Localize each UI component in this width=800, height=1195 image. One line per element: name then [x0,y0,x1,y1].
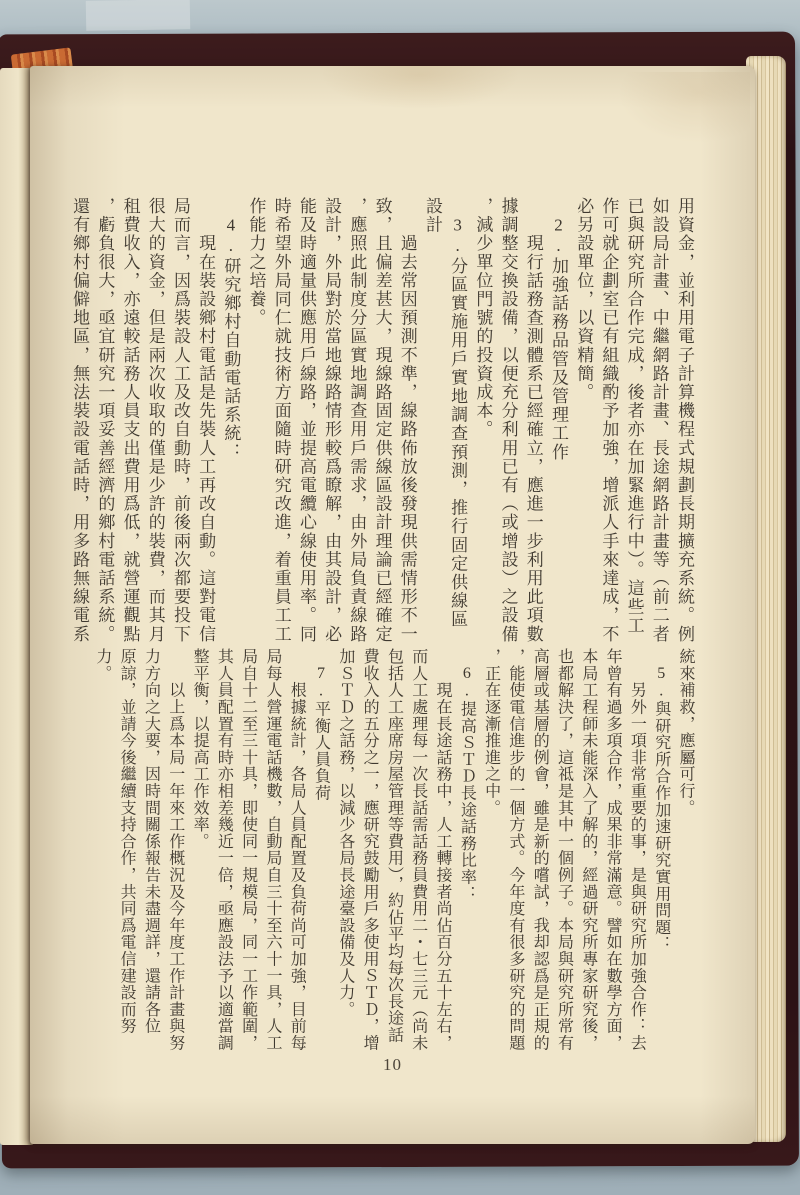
text-column: 費收入的五分之一，應研究鼓勵用戶多使用ＳＴＤ，增 [361,648,379,1052]
text-column: 現在裝設鄉村電話是先裝人工再改自動。這對電信 [196,197,216,644]
text-column: 7.平衡人員負荷 [312,648,330,802]
text-column: 而人工處理每一次長話需話務員費用二・七三元（尚未 [409,648,427,1052]
text-column: 另外一項非常重要的事，是與研究所加強合作：去 [628,648,646,1052]
text-column: 現在長途話務中，人工轉接者尚佔百分五十左右， [434,648,452,1052]
text-column: 力。 [93,648,111,682]
text-column: 必另設單位，以資精簡。 [574,197,594,402]
background-paper-edge [86,0,191,31]
text-column: 原諒，並請今後繼續支持合作，共同爲電信建設而努 [118,648,136,1035]
text-column: ，正在逐漸推進之中。 [482,648,500,816]
text-column: 3.分區實施用戶實地調查預測，推行固定供線區設計 [422,197,468,629]
text-column: ，減少單位門號的投資成本。 [473,197,493,439]
text-column: ，能使電信進步的一個方式。今年度有很多研究的問題 [506,648,524,1052]
text-column: 以上爲本局一年來工作概況及今年度工作計畫與努 [166,648,184,1052]
text-column: ，應照此制度分區實地調查用戶需求，由外局負責線路 [347,197,367,644]
text-column: 2.加強話務品管及管理工作 [548,197,568,462]
text-column: 其人員配置有時亦相差幾近一倍，亟應設法予以適當調 [215,648,233,1052]
text-column: ，虧負很大，亟宜研究一項妥善經濟的鄉村電話系統。 [95,197,115,644]
paper-stain [320,66,520,110]
text-column: 6.提高ＳＴＤ長途話務比率： [458,648,476,902]
text-column: 統來補救，應屬可行。 [677,648,694,816]
text-column: 局而言，因爲裝設人工及改自動時，前後兩次都要投下 [170,197,190,644]
text-column: 局自十二至三十具，即使同一規模局，同一工作範圍， [239,648,257,1052]
text-column: 4.研究鄉村自動電話系統： [221,197,241,462]
text-column: 也都解決了，這祗是其中一個例子。本局與研究所常有 [555,648,573,1052]
text-block-bottom [90,648,697,1052]
text-column: 用資金，並利用電子計算機程式規劃長期擴充系統。例 [675,197,694,644]
text-column: 設計，外局對於當地線路情形較爲瞭解，由其設計，必 [322,197,342,644]
text-column: 包括人工座席房屋管理等費用），約佔平均每次長途話 [385,648,403,1044]
text-column: 還有鄉村偏僻地區，無法裝設電話時，用多路無線電系 [70,197,90,644]
text-column: 整平衡，以提高工作效率。 [191,648,209,850]
text-column: 加ＳＴＤ之話務，以減少各局長途臺設備及人力。 [336,648,354,1018]
text-column: 已與研究所合作完成，後者亦在加緊進行中）。這些工 [624,197,644,635]
page-number: 10 [383,1055,402,1074]
text-column: 如設局計畫、中繼網路計畫、長途網路計畫等（前二者 [649,197,669,644]
text-column: 年曾有過多項合作，成果非常滿意。譬如在數學方面， [604,648,622,1052]
text-column: 現行話務查測體系已經確立，應進一步利用此項數 [523,197,543,644]
text-column: 作能力之培養。 [246,197,266,328]
text-column: 本局工程師未能深入了解的，經過研究所專家研究後， [579,648,597,1052]
text-column: 很大的資金，但是兩次收取的僅是少許的裝費，而其月 [145,197,165,644]
text-column: 致，且偏差甚大，現線路固定供線區設計理論已經確定 [372,197,392,644]
text-block-top [67,197,697,645]
text-column: 能及時適量供應用戶線路，並提高電纜心線使用率。同 [296,197,316,644]
paper-stain [620,72,750,142]
left-page-edge [0,68,33,1145]
text-column: 5.與研究所合作加速研究實用問題： [652,648,670,953]
text-column: 時希望外局同仁就技術方面隨時研究改進，着重員工工 [271,197,291,644]
text-column: 據調整交換設備，以便充分利用已有（或增設）之設備 [498,197,518,644]
text-column: 力方向之大要，因時間關係報告未盡週詳，還請各位 [142,648,160,1035]
text-column: 作可就企劃室已有組織酌予加強，增派人手來達成，不 [599,197,619,644]
text-column: 局每人營運電話機數，自動局自三十至六十一具，人工 [263,648,281,1052]
text-column: 租費收入，亦遠較話務人員支出費用爲低，就營運觀點 [120,197,140,644]
text-column: 根據統計，各局人員配置及負荷尚可加強，目前每 [288,648,306,1052]
book-page [30,66,755,1144]
text-column: 高層或基層的例會，雖是新的嚐試，我却認爲是正規的 [531,648,549,1052]
text-column: 過去常因預測不準，線路佈放後發現供需情形不一 [397,197,417,644]
